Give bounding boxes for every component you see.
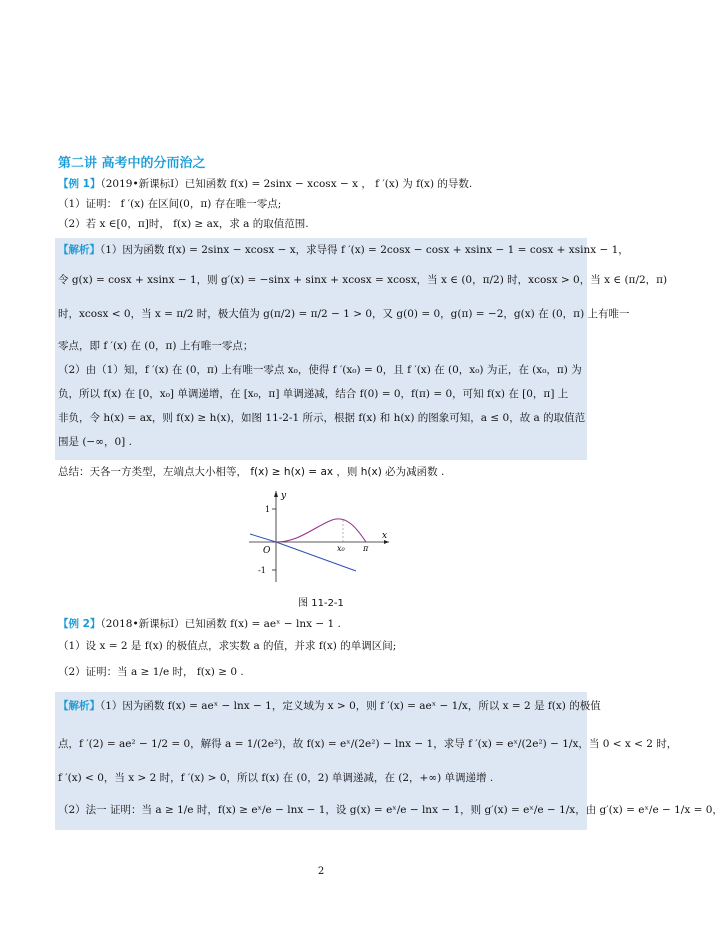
example1-q2: （2）若 x ∈[0，π]时， f(x) ≥ ax，求 a 的取值范围.	[58, 218, 309, 230]
example2-q1: （1）设 x = 2 是 f(x) 的极值点，求实数 a 的值，并求 f(x) 的单调区间;	[58, 640, 397, 652]
function-graph	[244, 487, 394, 587]
solution1-line-8: 围是 (−∞，0] .	[58, 436, 132, 448]
solution2-line-3: f ′(x) < 0，当 x > 2 时，f ′(x) > 0，所以 f(x) 在 (0，2) 单调递减，在 (2，+∞) 单调递增 .	[58, 772, 494, 784]
example2-tag: 【例 2】	[58, 618, 101, 630]
solution1-line-4: 零点，即 f ′(x) 在 (0，π) 上有唯一零点；	[58, 340, 254, 352]
solution2-line-2: 点，f ′(2) = ae² − 1/2 = 0，解得 a = 1/(2e²)，故 f(x) = eˣ/(2e²) − lnx − 1，求导 f ′(x) = eˣ/(2e²) − 1/x，当 0 < x < 2 时，	[58, 738, 678, 750]
x0-label: x₀	[337, 544, 345, 553]
solution2-tag: 【解析】	[58, 700, 100, 712]
line-h-extension	[250, 534, 276, 542]
curve-f	[276, 519, 366, 542]
section-title: 第二讲 高考中的分而治之	[58, 156, 206, 171]
example1-stem-line	[58, 176, 588, 192]
figure-caption: 图 11-2-1	[298, 598, 344, 609]
solution1-line-7: 非负，令 h(x) = ax，则 f(x) ≥ h(x)，如图 11-2-1 所示，根据 f(x) 和 h(x) 的图象可知，a ≤ 0，故 a 的取值范	[58, 412, 586, 424]
tick-1-label: 1	[265, 505, 271, 514]
solution2-line-4: （2）法一 证明：当 a ≥ 1/e 时，f(x) ≥ eˣ/e − lnx − 1，设 g(x) = eˣ/e − lnx − 1，则 g′(x) = eˣ/e − 1/x，由 g′(x) = eˣ/e − 1/x = 0，	[58, 804, 723, 816]
y-axis-arrow	[274, 491, 278, 497]
x-axis-label: x	[382, 531, 388, 541]
solution1-line-6: 负，所以 f(x) 在 [0，x₀] 单调递增，在 [x₀，π] 单调递减，结合 f(0) = 0，f(π) = 0，可知 f(x) 在 [0，π] 上	[58, 388, 569, 400]
example1-stem: （2019•新课标Ⅰ）已知函数 f(x) = 2sinx − xcosx − x ， f ′(x) 为 f(x) 的导数.	[100, 178, 473, 190]
pi-label: π	[363, 544, 369, 553]
page-number: 2	[317, 866, 325, 877]
example2-stem-line	[58, 616, 588, 632]
tick-neg1-label: -1	[258, 566, 266, 575]
example2-stem: （2018•新课标Ⅰ）已知函数 f(x) = aeˣ − lnx − 1 .	[100, 618, 341, 630]
solution1-line-5: （2）由（1）知，f ′(x) 在 (0，π) 上有唯一零点 x₀，使得 f ′(x₀) = 0，且 f ′(x) 在 (0，x₀) 为正，在 (x₀，π) 为	[58, 364, 582, 376]
solution1-line-1: 【解析】（1）因为函数 f(x) = 2sinx − xcosx − x，求导得 f ′(x) = 2cosx − cosx + xsinx − 1 = cosx + xsinx − 1，	[58, 244, 629, 256]
example2-q2: （2）证明：当 a ≥ 1/e 时， f(x) ≥ 0 .	[58, 666, 244, 678]
summary-text: 总结：天各一方类型，左端点大小相等， f(x) ≥ h(x) = ax ，则 h(x) 必为减函数 .	[58, 466, 445, 478]
origin-label: O	[263, 546, 271, 556]
solution1-line-3: 时，xcosx < 0，当 x = π/2 时，极大值为 g(π/2) = π/2 − 1 > 0，又 g(0) = 0，g(π) = −2，g(x) 在 (0，π) 上有唯一	[58, 308, 630, 320]
solution1-line-2: 令 g(x) = cosx + xsinx − 1，则 g′(x) = −sinx + sinx + xcosx = xcosx，当 x ∈ (0，π/2) 时，xcosx > 0，当 x ∈ (π/2，π)	[58, 274, 668, 286]
example1-q1: （1）证明： f ′(x) 在区间(0，π) 存在唯一零点;	[58, 198, 282, 210]
solution2-line-1: 【解析】（1）因为函数 f(x) = aeˣ − lnx − 1，定义域为 x > 0，则 f ′(x) = aeˣ − 1/x，所以 x = 2 是 f(x) 的极值	[58, 700, 601, 712]
example1-tag: 【例 1】	[58, 178, 101, 190]
solution1-tag: 【解析】	[58, 244, 100, 256]
y-axis-label: y	[281, 491, 287, 501]
